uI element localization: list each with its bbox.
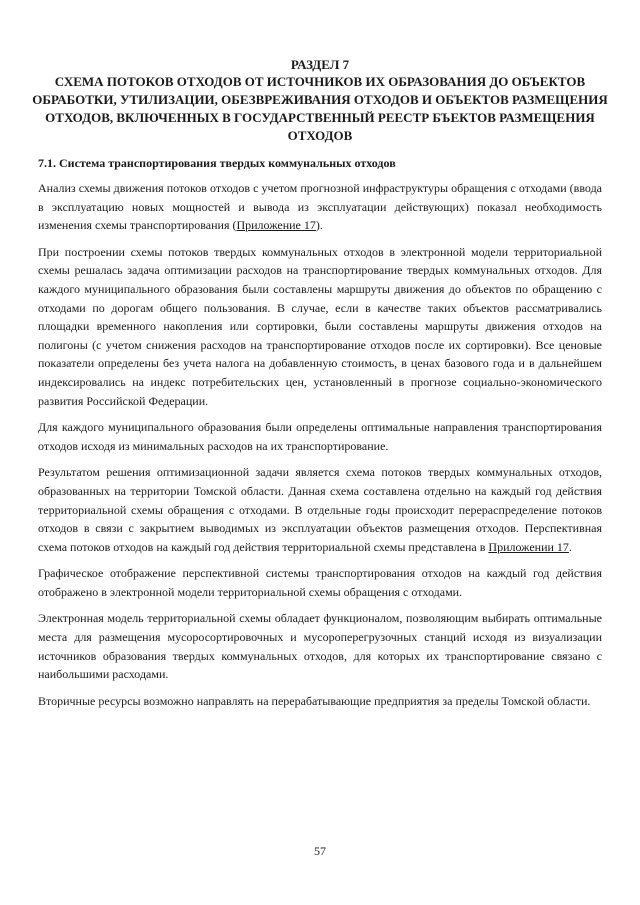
paragraph-3: Для каждого муниципального образования были определены оптимальные направления транспортирования отходов исходя из минимальных расходов на их транспортирование. xyxy=(38,420,602,453)
paragraph-1-text: Анализ схемы движения потоков отходов с учетом прогнозной инфраструктуры обращения с отходами (ввода в эксплуатацию новых мощностей и вывода из эксплуатации действующих) показал необходимость изменения схемы транспортирования ( xyxy=(38,181,602,233)
appendix-17-link-2[interactable]: Приложении 17 xyxy=(488,539,569,554)
paragraph-2: При построении схемы потоков твердых коммунальных отходов в электронной модели территориальной схемы решалась задача оптимизации расходов на транспортирование твердых коммунальных отходов. Для каждого муниципального образования были составлены маршруты движения до объектов по обращению с отходами по дорогам общего пользования. В случае, если в качестве таких объектов рассматривались площадки временного накопления или сортировки, были составлены маршруты движения отходов на полигоны (с учетом снижения расходов на транспортирование отходов после их сортировки). Все ценовые показатели определены без учета налога на добавленную стоимость, в ценах базового года и в дальнейшем индексировались на индекс потребительских цен, установленный в прогнозе социально-экономического развития Российской Федерации. xyxy=(38,244,602,408)
section-number: РАЗДЕЛ 7 xyxy=(290,57,350,72)
paragraph-4-text: Результатом решения оптимизационной задачи является схема потоков твердых коммунальных отходов, образованных на территории Томской области. Данная схема составлена отдельно на каждый год действия территориальной схемы обращения с отходами. В отдельные годы происходит перераспределение потоков отходов в связи с закрытием выводимых из эксплуатации объектов размещения отходов. Перспективная схема потоков отходов на каждый год действия территориальной схемы представлена в xyxy=(38,465,602,554)
paragraph-1-tail: ). xyxy=(315,218,323,233)
paragraph-4 xyxy=(38,463,602,556)
appendix-17-link[interactable]: Приложение 17 xyxy=(236,218,316,233)
paragraph-4-tail: . xyxy=(568,539,572,554)
page-number: 57 xyxy=(314,844,326,858)
paragraph-6: Электронная модель территориальной схемы обладает функционалом, позволяющим выбирать оптимальные места для размещения мусоросортировочных и мусороперегрузочных станций исходя из визуализации источников образования твердых коммунальных отходов, для которых их транспортирование связано с наибольшими расходами. xyxy=(38,611,602,682)
subsection-title: 7.1. Система транспортирования твердых коммунальных отходов xyxy=(38,156,396,170)
section-title: СХЕМА ПОТОКОВ ОТХОДОВ ОТ ИСТОЧНИКОВ ИХ ОБРАЗОВАНИЯ ДО ОБЪЕКТОВ ОБРАБОТКИ, УТИЛИЗАЦИИ, ОБЕЗВРЕЖИВАНИЯ ОТХОДОВ И ОБЪЕКТОВ РАЗМЕЩЕНИЯ ОТХОДОВ, ВКЛЮЧЕННЫХ В ГОСУДАРСТВЕННЫЙ РЕЕСТР БЪЕКТОВ РАЗМЕЩЕНИЯ ОТХОДОВ xyxy=(32,74,608,143)
paragraph-5: Графическое отображение перспективной системы транспортирования отходов на каждый год действия отображено в электронной модели территориальной схемы обращения с отходами. xyxy=(38,566,602,599)
document-page xyxy=(32,56,608,718)
paragraph-1 xyxy=(38,179,602,235)
paragraph-7: Вторичные ресурсы возможно направлять на перерабатывающие предприятия за пределы Томской области. xyxy=(38,693,591,708)
